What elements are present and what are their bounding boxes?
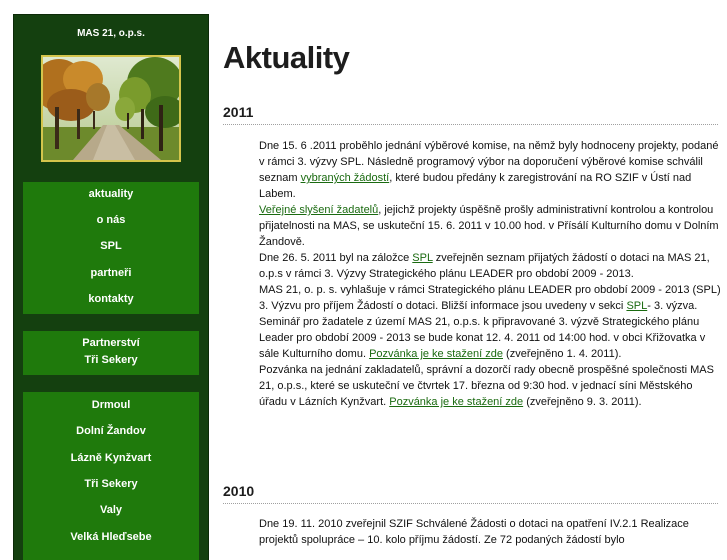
public-hearing-link[interactable]: Veřejné slyšení žadatelů xyxy=(259,204,379,216)
spl-link[interactable]: SPL xyxy=(412,252,433,264)
tree-alley-photo xyxy=(41,55,181,162)
menu-item-lazne-kynzvart[interactable]: Lázně Kynžvart xyxy=(70,452,152,464)
news-item: Seminář pro žadatele z území MAS 21, o.p.s. k připravované 3. výzvě Strategického plánu Leader pro období 2009 - 2013 se bude konat 12. 4. 2011 od 14:00 hod. v obci Křižovatka v sále Kulturního domu. Pozvánka je ke stažení zde (zveřejněno 1. 4. 2011). xyxy=(259,316,706,360)
page-title: Aktuality xyxy=(223,40,350,75)
news-list-2010 xyxy=(259,516,721,548)
news-item: Dne 26. 5. 2011 byl na záložce SPL zveřejněn seznam přijatých žádostí o dotaci na MAS 21, o.p.s v rámci 3. Výzvy Strategického plánu LEADER pro období 2009 - 2013. xyxy=(259,252,710,280)
main-menu xyxy=(23,182,199,314)
spl-section-link[interactable]: SPL xyxy=(626,300,648,312)
selected-applications-link[interactable]: vybraných žádostí xyxy=(300,172,390,184)
news-item: Veřejné slyšení žadatelů, jejichž projekty úspěšně prošly administrativní kontrolou a kontrolou přijatelnosti na MAS, se uskuteční 15. 6. 2011 v 10.00 hod. v Přísálí Kulturního domu v Dolním Žandově. xyxy=(259,204,719,248)
menu-item-valy[interactable]: Valy xyxy=(99,504,123,516)
menu-item-dolni-zandov[interactable]: Dolní Žandov xyxy=(76,425,146,437)
menu-item-aktuality[interactable]: aktuality xyxy=(88,188,134,200)
menu-item-kontakty[interactable]: kontakty xyxy=(88,293,134,305)
news-item: Dne 15. 6 .2011 proběhlo jednání výběrové komise, na němž byly hodnoceny projekty, podané v rámci 3. výzvy SPL. Následně programový výbor na doporučení výběrové komise schválil seznam vybraných žádostí, které budou předány k zaregistrování na RO SZIF v Ústí nad Labem. xyxy=(259,140,719,200)
year-label: 2010 xyxy=(223,483,255,499)
meeting-invitation-link[interactable]: Pozvánka je ke stažení zde xyxy=(389,396,524,408)
year-heading-2011 xyxy=(223,104,718,125)
partner-menu xyxy=(23,331,199,375)
menu-item-o-nas[interactable]: o nás xyxy=(96,214,126,226)
sidebar xyxy=(13,14,209,560)
menu-item-drmoul[interactable]: Drmoul xyxy=(91,399,131,411)
menu-item-tri-sekery[interactable]: Tři Sekery xyxy=(84,478,138,490)
site-name: MAS 21, o.p.s. xyxy=(77,28,145,39)
news-list-2011 xyxy=(259,138,721,410)
year-heading-2010 xyxy=(223,483,718,504)
news-item: MAS 21, o. p. s. vyhlašuje v rámci Strategického plánu LEADER pro období 2009 - 2013 (SPL) 3. Výzvu pro příjem Žádostí o dotaci. Bližší informace jsou uvedeny v sekci SPL- 3. výzva. xyxy=(259,284,721,312)
villages-menu xyxy=(23,392,199,560)
menu-item-velka-hledsebe[interactable]: Velká Hleďsebe xyxy=(70,531,152,543)
menu-item-partnerstvi[interactable]: Partnerství xyxy=(82,337,140,349)
seminar-invitation-link[interactable]: Pozvánka je ke stažení zde xyxy=(369,348,503,360)
year-label: 2011 xyxy=(223,104,254,120)
menu-item-tri-sekery-partner[interactable]: Tři Sekery xyxy=(84,354,138,366)
news-item: Pozvánka na jednání zakladatelů, správní a dozorčí rady obecně prospěšné společnosti MAS 21, o.p.s., které se uskuteční ve čtvrtek 17. března od 9:30 hod. v jednací síni Městského úřadu v Lázních Kynžvart. Pozvánka je ke stažení zde (zveřejněno 9. 3. 2011). xyxy=(259,364,714,408)
menu-item-partneri[interactable]: partneři xyxy=(90,267,132,279)
news-item: Dne 19. 11. 2010 zveřejnil SZIF Schválené Žádosti o dotaci na opatření IV.2.1 Realizace projektů spolupráce – 10. kolo příjmu žádostí. Ze 72 podaných žádostí bylo xyxy=(259,518,689,546)
menu-item-spl[interactable]: SPL xyxy=(100,240,122,252)
